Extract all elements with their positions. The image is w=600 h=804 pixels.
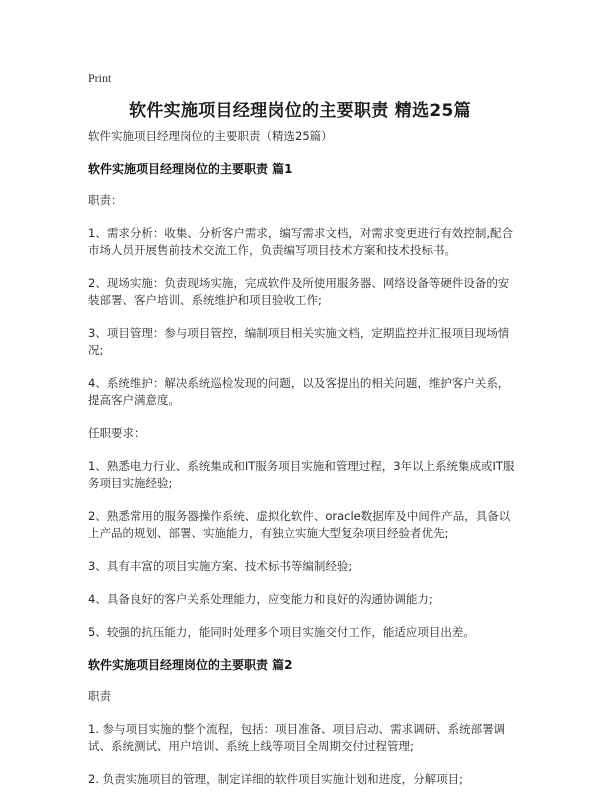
document-body (88, 128, 520, 804)
duty-item: 2. 负责实施项目的管理，制定详细的软件项目实施计划和进度，分解项目; (88, 772, 463, 786)
requirements-label: 任职要求： (88, 426, 146, 440)
requirement-item: 1、熟悉电力行业、系统集成和IT服务项目实施和管理过程，3年以上系统集成或IT服务项目实施经验; (88, 459, 515, 490)
duty-item: 3、项目管理：参与项目管控，编制项目相关实施文档，定期监控并汇报项目现场情况; (88, 326, 510, 357)
duties-label: 职责： (88, 193, 123, 207)
requirement-item: 3、具有丰富的项目实施方案、技术标书等编制经验; (88, 559, 353, 573)
requirement-item: 4、具备良好的客户关系处理能力，应变能力和良好的沟通协调能力; (88, 592, 433, 606)
document-title: 软件实施项目经理岗位的主要职责 精选25篇 (129, 101, 471, 121)
duty-item: 1、需求分析：收集、分析客户需求，编写需求文档，对需求变更进行有效控制,配合市场人员开展售前技术交流工作，负责编写项目技术方案和技术投标书。 (88, 226, 513, 257)
duty-item: 4、系统维护：解决系统巡检发现的问题，以及客提出的相关问题，维护客户关系，提高客户满意度。 (88, 376, 510, 407)
print-link[interactable]: Print (88, 71, 112, 85)
duty-item: 1. 参与项目实施的整个流程，包括：项目准备、项目启动、需求调研、系统部署调试、系统测试、用户培训、系统上线等项目全周期交付过程管理; (88, 722, 506, 753)
document-subtitle: 软件实施项目经理岗位的主要职责（精选25篇） (88, 129, 333, 143)
section-heading: 软件实施项目经理岗位的主要职责 篇2 (88, 658, 293, 672)
duty-item: 2、现场实施：负责现场实施，完成软件及所使用服务器、网络设备等硬件设备的安装部署、客户培训、系统维护和项目验收工作; (88, 276, 510, 307)
requirement-item: 2、熟悉常用的服务器操作系统、虚拟化软件、oracle数据库及中间件产品，具备以上产品的规划、部署、实施能力，有独立实施大型复杂项目经验者优先; (88, 509, 511, 540)
requirement-item: 5、较强的抗压能力，能同时处理多个项目实施交付工作，能适应项目出差。 (88, 625, 475, 639)
section-heading: 软件实施项目经理岗位的主要职责 篇1 (88, 162, 293, 176)
duties-label: 职责 (88, 689, 111, 703)
